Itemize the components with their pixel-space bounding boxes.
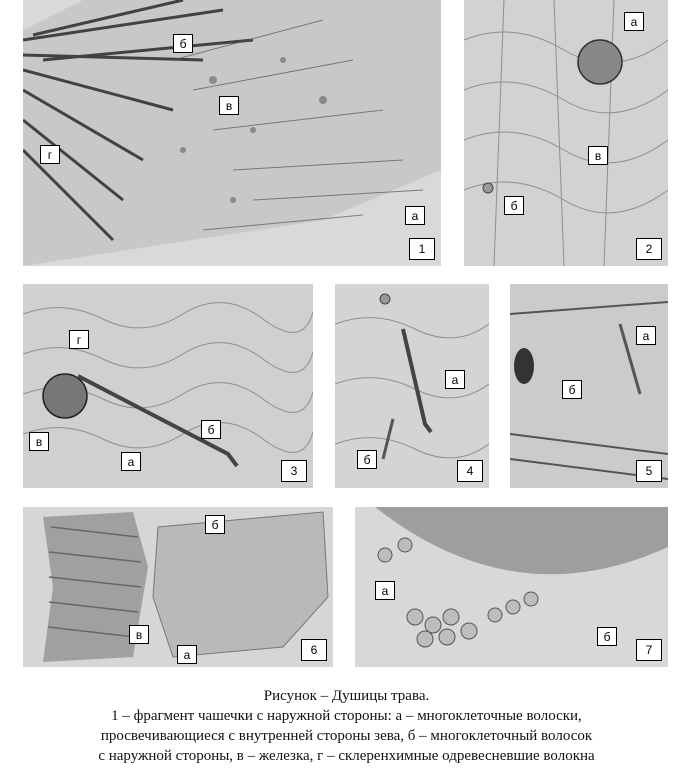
panel-1-label-v: в [219, 96, 239, 115]
panel-6-drawing [23, 507, 333, 667]
panel-5-label-b: б [562, 380, 582, 399]
panel-7-label-b: б [597, 627, 617, 646]
panel-3-label-a: а [121, 452, 141, 471]
panel-2-label-v: в [588, 146, 608, 165]
panel-6-label-b: б [205, 515, 225, 534]
panel-2-drawing [464, 0, 668, 266]
panel-2-number: 2 [636, 238, 662, 260]
panel-4-label-b: б [357, 450, 377, 469]
micrograph-panel-2 [464, 0, 668, 266]
micrograph-panel-7 [355, 507, 668, 667]
panel-4-number: 4 [457, 460, 483, 482]
panel-1-drawing [23, 0, 441, 266]
panel-1-label-a: а [405, 206, 425, 225]
caption-line-1: 1 – фрагмент чашечки с наружной стороны: а – многоклеточные волоски, [111, 708, 582, 724]
panel-3-number: 3 [281, 460, 307, 482]
panel-3-label-b: б [201, 420, 221, 439]
panel-5-number: 5 [636, 460, 662, 482]
panel-2-label-b: б [504, 196, 524, 215]
panel-1-label-b: б [173, 34, 193, 53]
caption-line-2: просвечивающиеся с внутренней стороны зева, б – многоклеточный волосок [100, 728, 593, 744]
micrograph-panel-4 [335, 284, 489, 488]
panel-3-label-g: г [69, 330, 89, 349]
panel-7-number: 7 [636, 639, 662, 661]
panel-1-label-g: г [40, 145, 60, 164]
caption-line-3: с наружной стороны, в – железка, г – склеренхимные одревесневшие волокна [98, 748, 595, 764]
micrograph-panel-5 [510, 284, 668, 488]
panel-2-label-a: а [624, 12, 644, 31]
panel-1-number: 1 [409, 238, 435, 260]
panel-3-drawing [23, 284, 313, 488]
micrograph-panel-6 [23, 507, 333, 667]
micrograph-panel-1 [23, 0, 441, 266]
panel-6-label-v: в [129, 625, 149, 644]
panel-3-label-v: в [29, 432, 49, 451]
panel-5-drawing [510, 284, 668, 488]
panel-7-label-a: а [375, 581, 395, 600]
panel-7-drawing [355, 507, 668, 667]
micrograph-panel-3 [23, 284, 313, 488]
panel-6-number: 6 [301, 639, 327, 661]
panel-4-label-a: а [445, 370, 465, 389]
panel-5-label-a: а [636, 326, 656, 345]
panel-6-label-a: а [177, 645, 197, 664]
figure-title: Рисунок – Душицы трава. [263, 688, 430, 704]
